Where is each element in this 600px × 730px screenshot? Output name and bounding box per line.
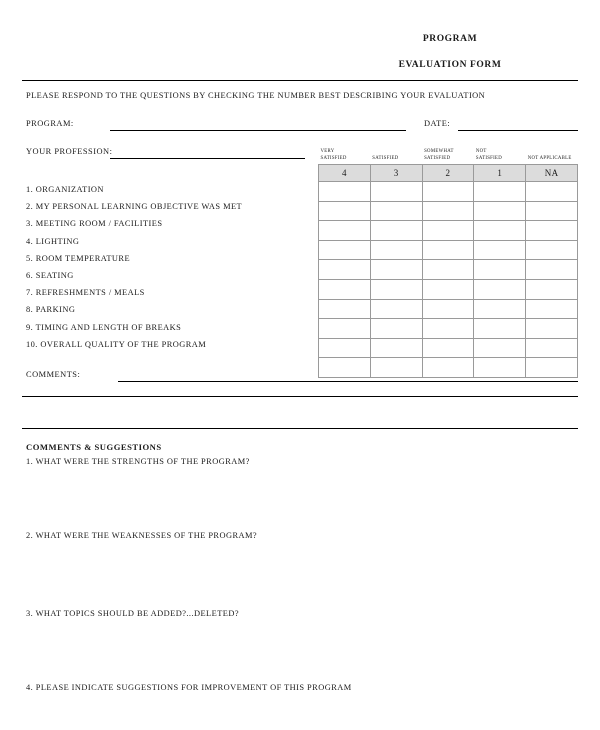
question-item: 6. SEATING [26,270,74,280]
question-item: 10. OVERALL QUALITY OF THE PROGRAM [26,339,207,349]
rating-checkbox-cell[interactable] [474,279,526,299]
rating-checkbox-cell[interactable] [474,260,526,280]
rating-checkbox-cell[interactable] [474,358,526,378]
suggestion-question-2: 2. WHAT WERE THE WEAKNESSES OF THE PROGRAM? [26,531,258,540]
table-row [319,358,578,378]
rating-checkbox-cell[interactable] [370,201,422,221]
rating-checkbox-cell[interactable] [422,201,474,221]
rating-checkbox-cell[interactable] [526,299,578,319]
rating-checkbox-cell[interactable] [319,299,371,319]
rating-checkbox-cell[interactable] [319,201,371,221]
question-item: 9. TIMING AND LENGTH OF BREAKS [26,322,182,332]
rating-checkbox-cell[interactable] [370,338,422,358]
rating-checkbox-cell[interactable] [526,338,578,358]
question-item: 7. REFRESHMENTS / MEALS [26,288,145,298]
rating-checkbox-cell[interactable] [474,201,526,221]
ratings-number-na: NA [526,165,578,182]
rating-checkbox-cell[interactable] [474,319,526,339]
ratings-number-row [319,165,578,182]
rating-checkbox-cell[interactable] [526,240,578,260]
rating-checkbox-cell[interactable] [422,260,474,280]
rating-checkbox-cell[interactable] [474,182,526,202]
ratings-caption-row [319,140,578,165]
question-item: 8. PARKING [26,305,76,315]
rating-checkbox-cell[interactable] [370,279,422,299]
rating-checkbox-cell[interactable] [474,299,526,319]
date-input[interactable] [458,130,578,131]
rating-checkbox-cell[interactable] [526,358,578,378]
ratings-caption-3: NOT SATISFIED [475,149,503,161]
question-item: 2. MY PERSONAL LEARNING OBJECTIVE WAS MET [26,202,243,212]
table-row [319,201,578,221]
rating-checkbox-cell[interactable] [526,221,578,241]
ratings-number-1: 1 [474,165,526,182]
rating-checkbox-cell[interactable] [319,240,371,260]
rating-checkbox-cell[interactable] [370,299,422,319]
form-header [330,26,570,78]
rating-checkbox-cell[interactable] [526,260,578,280]
rating-checkbox-cell[interactable] [526,319,578,339]
ratings-caption-2: SOMEWHAT SATISFIED [424,149,454,161]
rating-checkbox-cell[interactable] [474,221,526,241]
rating-checkbox-cell[interactable] [370,260,422,280]
table-row [319,319,578,339]
rating-checkbox-cell[interactable] [319,338,371,358]
rating-checkbox-cell[interactable] [370,240,422,260]
ratings-caption-1: SATISFIED [372,155,399,161]
rating-checkbox-cell[interactable] [526,182,578,202]
table-row [319,260,578,280]
table-row [319,221,578,241]
header-divider [22,80,578,81]
rating-checkbox-cell[interactable] [422,338,474,358]
comments-divider-1 [22,396,578,397]
question-list [26,181,306,353]
ratings-number-4: 4 [319,165,371,182]
program-label: PROGRAM: [26,119,74,128]
rating-checkbox-cell[interactable] [422,240,474,260]
form-title-line2: EVALUATION FORM [398,60,502,70]
rating-checkbox-cell[interactable] [422,221,474,241]
program-input[interactable] [110,130,406,131]
question-item: 5. ROOM TEMPERATURE [26,253,131,263]
rating-checkbox-cell[interactable] [319,319,371,339]
ratings-number-2: 2 [422,165,474,182]
rating-checkbox-cell[interactable] [422,182,474,202]
question-item: 4. LIGHTING [26,236,80,246]
suggestion-question-3: 3. WHAT TOPICS SHOULD BE ADDED?...DELETED? [26,609,239,618]
table-row [319,299,578,319]
comments-label: COMMENTS: [26,370,81,379]
rating-checkbox-cell[interactable] [422,358,474,378]
table-row [319,240,578,260]
comments-input[interactable] [118,381,578,382]
rating-checkbox-cell[interactable] [474,338,526,358]
rating-checkbox-cell[interactable] [422,299,474,319]
ratings-caption-4: NOT APPLICABLE [527,155,572,161]
rating-checkbox-cell[interactable] [526,201,578,221]
profession-input[interactable] [110,158,305,159]
rating-checkbox-cell[interactable] [370,319,422,339]
rating-checkbox-cell[interactable] [319,279,371,299]
rating-checkbox-cell[interactable] [370,182,422,202]
suggestions-title: COMMENTS & SUGGESTIONS [26,442,162,452]
rating-checkbox-cell[interactable] [474,240,526,260]
rating-checkbox-cell[interactable] [319,260,371,280]
date-label: DATE: [424,119,451,128]
rating-checkbox-cell[interactable] [422,279,474,299]
instructions-text: PLEASE RESPOND TO THE QUESTIONS BY CHECKING THE NUMBER BEST DESCRIBING YOUR EVALUATION [26,91,486,100]
rating-checkbox-cell[interactable] [370,358,422,378]
rating-checkbox-cell[interactable] [526,279,578,299]
ratings-number-3: 3 [370,165,422,182]
profession-label: YOUR PROFESSION: [26,147,113,156]
form-title-line1: PROGRAM [422,34,478,44]
comments-divider-2 [22,428,578,429]
rating-checkbox-cell[interactable] [319,358,371,378]
table-row [319,279,578,299]
ratings-body [319,182,578,378]
ratings-table [318,140,578,378]
rating-checkbox-cell[interactable] [319,221,371,241]
question-item: 3. MEETING ROOM / FACILITIES [26,219,163,229]
ratings-caption-0: VERY SATISFIED [320,149,347,161]
rating-checkbox-cell[interactable] [422,319,474,339]
suggestion-question-1: 1. WHAT WERE THE STRENGTHS OF THE PROGRAM? [26,457,250,466]
suggestion-question-4: 4. PLEASE INDICATE SUGGESTIONS FOR IMPROVEMENT OF THIS PROGRAM [26,683,352,692]
question-item: 1. ORGANIZATION [26,185,104,194]
rating-checkbox-cell[interactable] [319,182,371,202]
table-row [319,338,578,358]
rating-checkbox-cell[interactable] [370,221,422,241]
table-row [319,182,578,202]
